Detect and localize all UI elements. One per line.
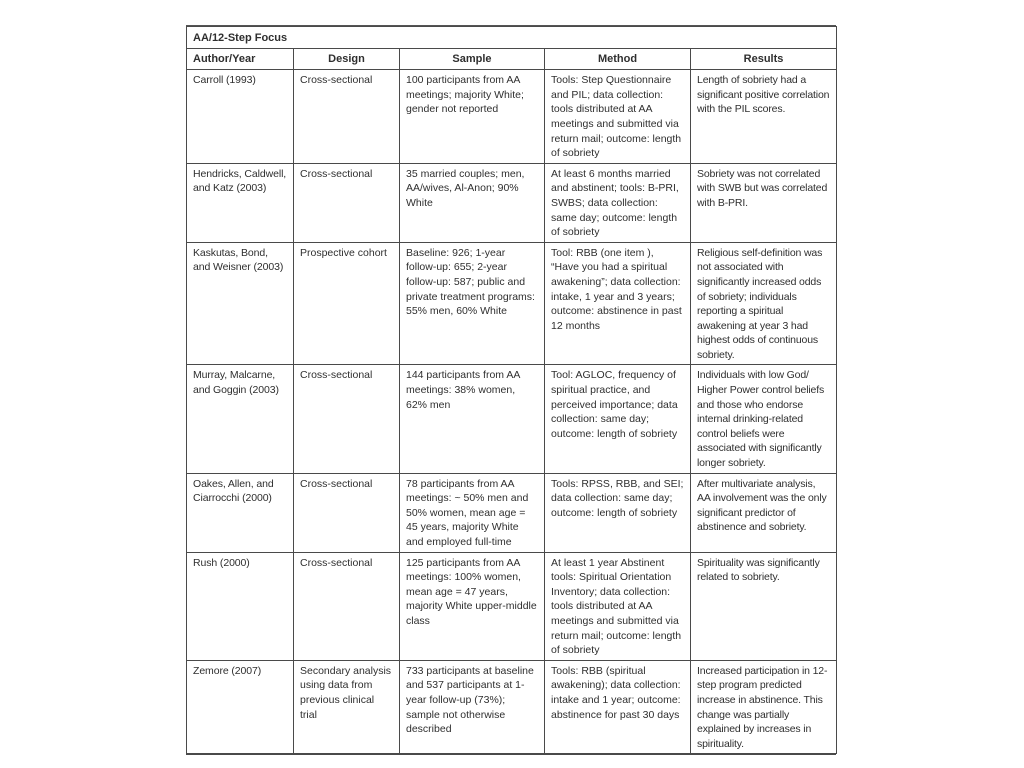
header-method: Method: [545, 48, 691, 70]
header-author-year: Author/Year: [187, 48, 294, 70]
table-row: [187, 660, 837, 754]
cell-author-year: Hendricks, Caldwell, and Katz (2003): [187, 163, 294, 242]
table-row: [187, 163, 837, 242]
cell-method: Tools: RBB (spiritual awakening); data collection: intake and 1 year; outcome: abstinence for past 30 days: [545, 660, 691, 754]
cell-method: At least 1 year Abstinent tools: Spiritual Orientation Inventory; data collection: tools distributed at AA meetings and submitted via return mail; outcome: length of sobriety: [545, 552, 691, 660]
cell-results: Religious self-definition was not associated with significantly increased odds of sobriety; individuals reporting a spiritual awakening at year 3 had highest odds of continuous sobriety.: [691, 242, 837, 365]
table-row: [187, 552, 837, 660]
header-sample: Sample: [400, 48, 545, 70]
cell-method: Tools: Step Questionnaire and PIL; data collection: tools distributed at AA meetings and submitted via return mail; outcome: length of sobriety: [545, 70, 691, 164]
table-title: AA/12-Step Focus: [187, 27, 837, 49]
studies-table: [186, 26, 837, 754]
cell-results: After multivariate analysis, AA involvement was the only significant predictor of abstinence and sobriety.: [691, 473, 837, 552]
cell-results: Sobriety was not correlated with SWB but was correlated with B-PRI.: [691, 163, 837, 242]
cell-author-year: Carroll (1993): [187, 70, 294, 164]
header-design: Design: [294, 48, 400, 70]
document-page: [186, 25, 836, 755]
cell-method: At least 6 months married and abstinent; tools: B-PRI, SWBS; data collection: same day; outcome: length of sobriety: [545, 163, 691, 242]
cell-author-year: Zemore (2007): [187, 660, 294, 754]
cell-author-year: Murray, Malcarne, and Goggin (2003): [187, 365, 294, 473]
table-row: [187, 242, 837, 365]
cell-design: Secondary analysis using data from previous clinical trial: [294, 660, 400, 754]
cell-design: Prospective cohort: [294, 242, 400, 365]
cell-results: Spirituality was significantly related to sobriety.: [691, 552, 837, 660]
table-row: [187, 473, 837, 552]
cell-method: Tools: RPSS, RBB, and SEI; data collection: same day; outcome: length of sobriety: [545, 473, 691, 552]
bottom-rule: [186, 754, 836, 755]
table-row: [187, 365, 837, 473]
cell-sample: Baseline: 926; 1-year follow-up: 655; 2-year follow-up: 587; public and private treatment programs: 55% men, 60% White: [400, 242, 545, 365]
cell-results: Individuals with low God/ Higher Power control beliefs and those who endorse internal drinking-related control beliefs were associated with significantly longer sobriety.: [691, 365, 837, 473]
cell-method: Tool: AGLOC, frequency of spiritual practice, and perceived importance; data collection: same day; outcome: length of sobriety: [545, 365, 691, 473]
cell-author-year: Oakes, Allen, and Ciarrocchi (2000): [187, 473, 294, 552]
cell-design: Cross-sectional: [294, 70, 400, 164]
table-title-row: [187, 27, 837, 49]
cell-author-year: Rush (2000): [187, 552, 294, 660]
cell-design: Cross-sectional: [294, 473, 400, 552]
cell-sample: 35 married couples; men, AA/wives, Al-Anon; 90% White: [400, 163, 545, 242]
header-results: Results: [691, 48, 837, 70]
cell-design: Cross-sectional: [294, 365, 400, 473]
cell-sample: 78 participants from AA meetings: ~ 50% men and 50% women, mean age = 45 years, majority White and employed full-time: [400, 473, 545, 552]
cell-design: Cross-sectional: [294, 163, 400, 242]
cell-design: Cross-sectional: [294, 552, 400, 660]
table-row: [187, 70, 837, 164]
cell-method: Tool: RBB (one item ), “Have you had a spiritual awakening”; data collection: intake, 1 year and 3 years; outcome: abstinence in past 12 months: [545, 242, 691, 365]
cell-sample: 125 participants from AA meetings: 100% women, mean age = 47 years, majority White upper-middle class: [400, 552, 545, 660]
cell-sample: 144 participants from AA meetings: 38% women, 62% men: [400, 365, 545, 473]
cell-results: Increased participation in 12-step program predicted increase in abstinence. This change was partially explained by increases in spirituality.: [691, 660, 837, 754]
table-header-row: [187, 48, 837, 70]
cell-author-year: Kaskutas, Bond, and Weisner (2003): [187, 242, 294, 365]
cell-sample: 100 participants from AA meetings; majority White; gender not reported: [400, 70, 545, 164]
cell-results: Length of sobriety had a significant positive correlation with the PIL scores.: [691, 70, 837, 164]
cell-sample: 733 participants at baseline and 537 participants at 1-year follow-up (73%); sample not otherwise described: [400, 660, 545, 754]
